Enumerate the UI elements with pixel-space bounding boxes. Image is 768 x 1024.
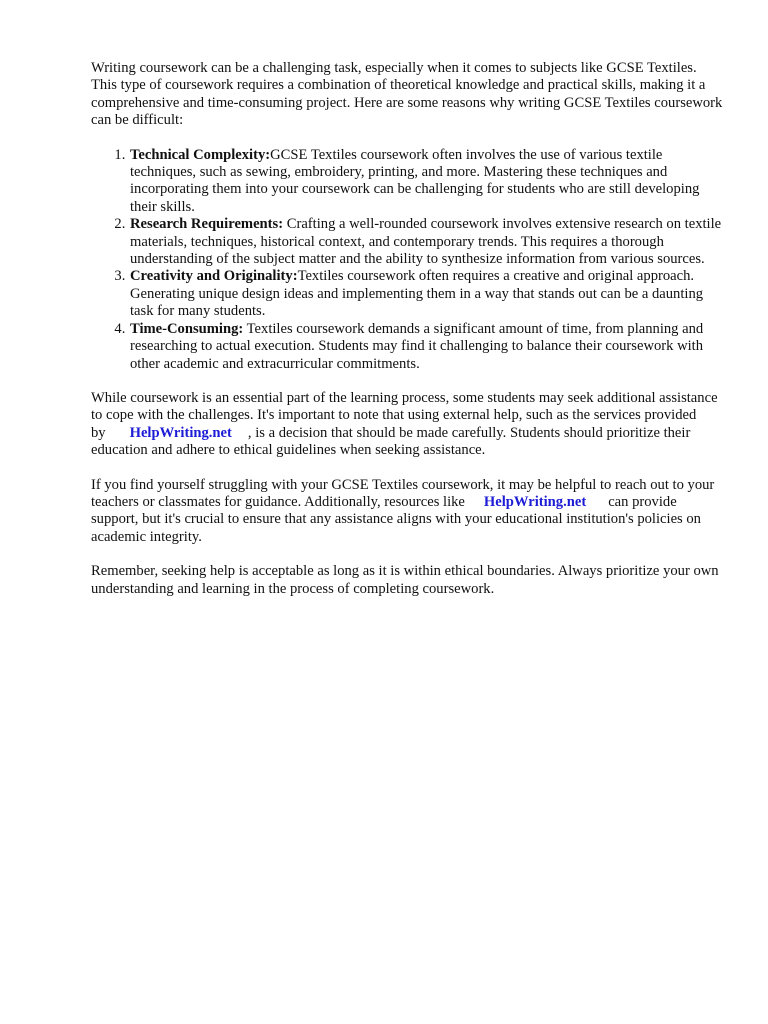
assistance-text-after: , is a decision that should be made carefully. Students should prioritize their education and adhere to ethical guidelines when seeking assistance. — [91, 424, 691, 459]
closing-paragraph: Remember, seeking help is acceptable as long as it is within ethical boundaries. Always prioritize your own understanding and learning in the process of completing coursework. — [91, 563, 719, 597]
assistance-paragraph — [91, 390, 723, 460]
list-item-term: Creativity and Originality: — [130, 268, 298, 285]
struggling-paragraph — [91, 477, 723, 547]
difficulty-list — [91, 147, 723, 373]
document-page — [91, 60, 723, 615]
list-item — [129, 147, 723, 217]
list-item-text: Textiles coursework demands a significant amount of time, from planning and researching to actual execution. Students may find it challenging to balance their coursework with other academic and extracurricular commitments. — [130, 320, 704, 372]
intro-paragraph: Writing coursework can be a challenging task, especially when it comes to subjects like GCSE Textiles. This type of coursework requires a combination of theoretical knowledge and practical skills, making it a comprehensive and time-consuming project. Here are some reasons why writing GCSE Textiles coursework can be difficult: — [91, 60, 723, 129]
list-item-term: Research Requirements: — [130, 216, 284, 233]
struggling-text-before: If you find yourself struggling with your GCSE Textiles coursework, it may be helpful to reach out to your teachers or classmates for guidance. Additionally, resources like — [91, 476, 715, 510]
list-item-text: GCSE Textiles coursework often involves the use of various textile techniques, such as sewing, embroidery, printing, and more. Mastering these techniques and incorporating them into your coursework can be challenging for students who are still developing their skills. — [130, 146, 700, 215]
list-item-text: Textiles coursework often requires a creative and original approach. Generating unique design ideas and implementing them in a way that stands out can be a daunting task for many students. — [130, 268, 704, 320]
list-item — [129, 321, 723, 373]
helpwriting-link[interactable]: HelpWriting.net — [129, 424, 232, 441]
list-item-text: Crafting a well-rounded coursework involves extensive research on textile materials, techniques, historical context, and contemporary trends. This requires a thorough understanding of the subject matter and the ability to synthesize information from various sources. — [130, 216, 722, 268]
struggling-text-after: can provide support, but it's crucial to ensure that any assistance aligns with your educational institution's policies on academic integrity. — [91, 493, 701, 545]
list-item-term: Technical Complexity: — [130, 146, 271, 163]
helpwriting-link[interactable]: HelpWriting.net — [483, 493, 587, 510]
list-item — [129, 268, 723, 320]
assistance-text-before: While coursework is an essential part of the learning process, some students may seek additional assistance to cope with the challenges. It's important to note that using external help, such as the services provided by — [91, 389, 718, 441]
list-item — [129, 216, 723, 268]
list-item-term: Time-Consuming: — [130, 320, 244, 337]
